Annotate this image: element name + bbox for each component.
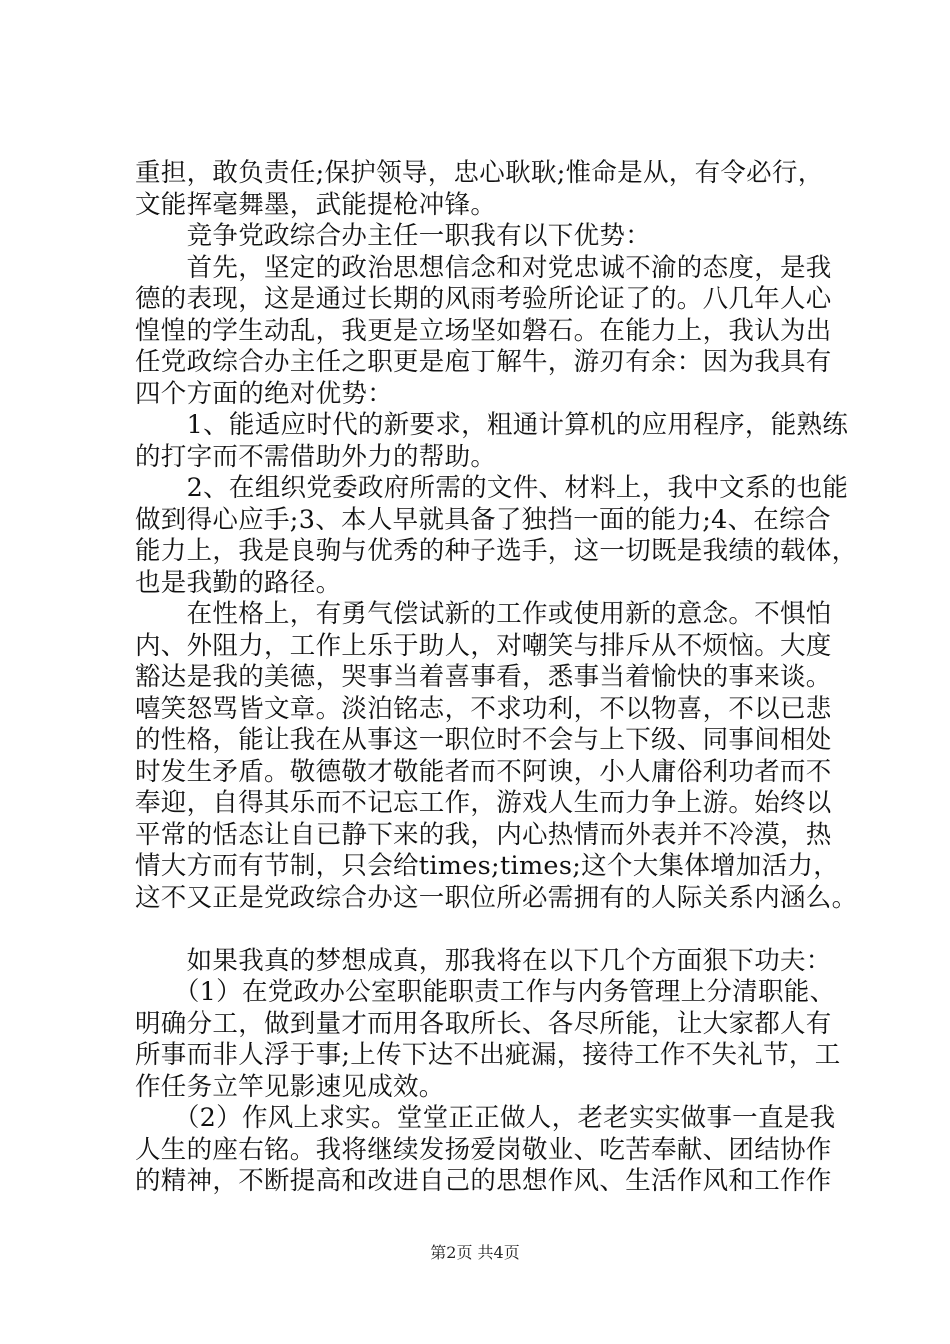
text-line: 所事而非人浮于事;上传下达不出疵漏，接待工作不失礼节，工 (135, 1040, 841, 1070)
text-line: 情大方而有节制，只会给times;times;这个大集体增加活力， (135, 851, 840, 881)
text-line: 如果我真的梦想成真，那我将在以下几个方面狠下功夫： (135, 945, 832, 976)
text-line: 首先，坚定的政治思想信念和对党忠诚不渝的态度，是我 (135, 252, 832, 283)
text-line: 在性格上，有勇气偿试新的工作或使用新的意念。不惧怕 (135, 599, 832, 629)
text-line: 的打字而不需借助外力的帮助。 (135, 441, 497, 472)
text-line: 平常的恬态让自已静下来的我，内心热情而外表并不冷漠，热 (135, 819, 832, 850)
text-line: 的精神，不断提高和改进自己的思想作风、生活作风和工作作 (135, 1166, 832, 1196)
text-line: 人生的座右铭。我将继续发扬爱岗敬业、吃苦奉献、团结协作 (135, 1134, 832, 1165)
text-line: 豁达是我的美德，哭事当着喜事看，悉事当着愉快的事来谈。 (135, 662, 832, 692)
text-line: 重担，敢负责任;保护领导，忠心耿耿;惟命是从，有令必行， (135, 158, 824, 188)
text-line: 嘻笑怒骂皆文章。淡泊铭志，不求功利，不以物喜，不以已悲 (135, 693, 832, 724)
text-line: （2）作风上求实。堂堂正正做人，老老实实做事一直是我 (135, 1103, 836, 1133)
document-body (135, 158, 858, 1198)
text-line: 1、能适应时代的新要求，粗通计算机的应用程序，能熟练 (135, 410, 849, 440)
text-line: 能力上，我是良驹与优秀的种子选手，这一切既是我绩的载体， (135, 536, 858, 566)
text-line: 时发生矛盾。敬德敬才敬能者而不阿谀，小人庸俗利功者而不 (135, 756, 832, 787)
text-line: 文能挥毫舞墨，武能提枪冲锋。 (135, 189, 497, 220)
text-line: 也是我勤的路径。 (135, 567, 342, 598)
text-line: 德的表现，这是通过长期的风雨考验所论证了的。八几年人心 (135, 284, 832, 314)
text-line: 的性格，能让我在从事这一职位时不会与上下级、同事间相处 (135, 725, 832, 755)
text-line: 这不又正是党政综合办这一职位所必需拥有的人际关系内涵么。 (135, 882, 858, 913)
text-line: 竞争党政综合办主任一职我有以下优势： (135, 221, 652, 251)
text-line: 明确分工，做到量才而用各取所长、各尽所能，让大家都人有 (135, 1008, 832, 1039)
text-line: 做到得心应手;3、本人早就具备了独挡一面的能力;4、在综合 (135, 504, 831, 535)
text-line: 内、外阻力，工作上乐于助人，对嘲笑与排斥从不烦恼。大度 (135, 630, 832, 661)
text-line: 奉迎，自得其乐而不记忘工作，游戏人生而力争上游。始终以 (135, 788, 832, 818)
text-line: 惶惶的学生动乱，我更是立场坚如磐石。在能力上，我认为出 (135, 315, 832, 346)
text-line: （1）在党政办公室职能职责工作与内务管理上分清职能、 (135, 977, 836, 1007)
text-line: 作任务立竿见影速见成效。 (135, 1071, 445, 1102)
text-line: 任党政综合办主任之职更是庖丁解牛，游刃有余：因为我具有 (135, 347, 832, 377)
text-line: 四个方面的绝对优势： (135, 378, 394, 409)
page-number-footer: 第2页 共4页 (430, 1243, 520, 1262)
text-line: 2、在组织党委政府所需的文件、材料上，我中文系的也能 (135, 473, 849, 503)
blank-line (135, 914, 855, 946)
